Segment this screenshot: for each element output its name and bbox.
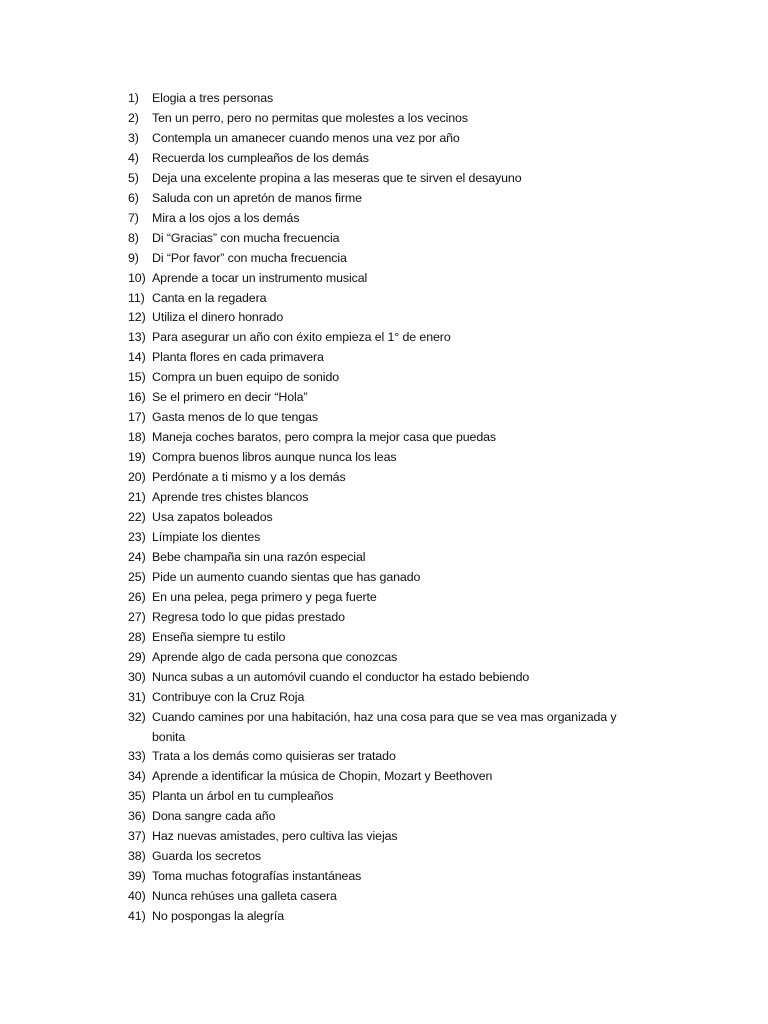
list-item-number: 13) xyxy=(128,330,146,345)
list-item-text: Cuando camines por una habitación, haz una cosa para que se vea mas organizada y xyxy=(152,709,617,724)
list-item xyxy=(128,348,648,368)
list-item xyxy=(128,608,648,628)
list-item-text-block xyxy=(152,787,648,807)
list-item xyxy=(128,189,648,209)
list-item-text: Haz nuevas amistades, pero cultiva las viejas xyxy=(152,829,398,844)
list-item xyxy=(128,648,648,668)
list-item-text: Para asegurar un año con éxito empieza el 1° de enero xyxy=(152,330,451,345)
list-item-number: 29) xyxy=(128,649,146,664)
list-item-number: 23) xyxy=(128,529,146,544)
list-item-text-block xyxy=(152,408,648,428)
list-item-text-block xyxy=(152,887,648,907)
list-item-text: No pospongas la alegría xyxy=(152,909,285,924)
list-item-number: 7) xyxy=(128,210,139,225)
list-item-text: Di “Por favor” con mucha frecuencia xyxy=(152,250,347,265)
list-item-text-block xyxy=(152,708,648,748)
list-item-text-block xyxy=(152,668,648,688)
list-item xyxy=(128,787,648,807)
list-item xyxy=(128,428,648,448)
list-item-number: 34) xyxy=(128,769,146,784)
list-item-text: Pide un aumento cuando sientas que has ganado xyxy=(152,569,421,584)
list-item-text: Se el primero en decir “Hola” xyxy=(152,390,308,405)
list-item xyxy=(128,149,648,169)
list-item xyxy=(128,807,648,827)
list-item xyxy=(128,588,648,608)
list-item-text: Gasta menos de lo que tengas xyxy=(152,410,318,425)
list-item-text-block xyxy=(152,328,648,348)
list-item-number: 3) xyxy=(128,130,139,145)
list-item-number: 10) xyxy=(128,270,146,285)
list-item-text-block xyxy=(152,368,648,388)
list-item-text: Planta un árbol en tu cumpleaños xyxy=(152,789,334,804)
list-item-number: 30) xyxy=(128,669,146,684)
list-item-text: Trata a los demás como quisieras ser tratado xyxy=(152,749,396,764)
list-item-number: 17) xyxy=(128,410,146,425)
list-item-text-block xyxy=(152,608,648,628)
list-item xyxy=(128,388,648,408)
list-item xyxy=(128,448,648,468)
list-item-text: Toma muchas fotografías instantáneas xyxy=(152,869,362,884)
list-item-text: Canta en la regadera xyxy=(152,290,267,305)
list-item-number: 25) xyxy=(128,569,146,584)
list-item-number: 28) xyxy=(128,629,146,644)
list-item-text: Deja una excelente propina a las meseras que te sirven el desayuno xyxy=(152,170,522,185)
list-item xyxy=(128,867,648,887)
list-item xyxy=(128,249,648,269)
list-item-text-block xyxy=(152,827,648,847)
list-item-text: Di “Gracias” con mucha frecuencia xyxy=(152,230,340,245)
list-item-text-block xyxy=(152,688,648,708)
list-item xyxy=(128,229,648,249)
list-item xyxy=(128,628,648,648)
list-item-text: Planta flores en cada primavera xyxy=(152,350,324,365)
list-item-text: En una pelea, pega primero y pega fuerte xyxy=(152,589,377,604)
list-item-text-block xyxy=(152,747,648,767)
list-item-number: 27) xyxy=(128,609,146,624)
list-item-number: 2) xyxy=(128,110,139,125)
list-item xyxy=(128,109,648,129)
list-item-text: Compra un buen equipo de sonido xyxy=(152,370,340,385)
list-item-text: Aprende algo de cada persona que conozcas xyxy=(152,649,398,664)
list-item-text-block xyxy=(152,428,648,448)
list-item-text-block xyxy=(152,448,648,468)
list-item-text-block xyxy=(152,229,648,249)
list-item xyxy=(128,887,648,907)
list-item-number: 16) xyxy=(128,390,146,405)
list-item xyxy=(128,289,648,309)
list-item-number: 24) xyxy=(128,549,146,564)
list-item xyxy=(128,568,648,588)
list-item-number: 40) xyxy=(128,889,146,904)
list-item xyxy=(128,747,648,767)
list-item xyxy=(128,827,648,847)
list-item-number: 22) xyxy=(128,510,146,525)
list-item-text-block xyxy=(152,867,648,887)
list-item-number: 37) xyxy=(128,829,146,844)
list-item xyxy=(128,468,648,488)
list-item-number: 9) xyxy=(128,250,139,265)
list-item-text-continuation: bonita xyxy=(152,729,186,744)
list-item xyxy=(128,548,648,568)
list-item-text-block xyxy=(152,249,648,269)
list-item xyxy=(128,408,648,428)
list-item-number: 19) xyxy=(128,450,146,465)
list-item-text-block xyxy=(152,269,648,289)
list-item-text-block xyxy=(152,89,648,109)
list-item xyxy=(128,169,648,189)
list-item-text: Elogia a tres personas xyxy=(152,91,274,105)
list-item-text: Contempla un amanecer cuando menos una vez por año xyxy=(152,130,460,145)
list-item-text: Aprende a identificar la música de Chopin, Mozart y Beethoven xyxy=(152,769,493,784)
list-item xyxy=(128,508,648,528)
list-item-number: 6) xyxy=(128,190,139,205)
list-item-text-block xyxy=(152,289,648,309)
numbered-list xyxy=(128,89,648,927)
list-item xyxy=(128,488,648,508)
list-item-number: 1) xyxy=(128,91,139,105)
list-item xyxy=(128,708,648,748)
list-item-text-block xyxy=(152,648,648,668)
list-item xyxy=(128,129,648,149)
list-item xyxy=(128,328,648,348)
list-item xyxy=(128,767,648,787)
list-item-number: 11) xyxy=(128,290,145,305)
list-item-text-block xyxy=(152,528,648,548)
list-item-text-block xyxy=(152,568,648,588)
list-item-text-block xyxy=(152,149,648,169)
list-item xyxy=(128,89,648,109)
list-item xyxy=(128,847,648,867)
list-item-number: 31) xyxy=(128,689,146,704)
list-item-text: Regresa todo lo que pidas prestado xyxy=(152,609,345,624)
list-item xyxy=(128,668,648,688)
list-item-text: Nunca rehúses una galleta casera xyxy=(152,889,337,904)
list-item-text: Perdónate a ti mismo y a los demás xyxy=(152,470,346,485)
list-item-text-block xyxy=(152,548,648,568)
list-item-number: 33) xyxy=(128,749,146,764)
list-item-number: 20) xyxy=(128,470,146,485)
list-item-text-block xyxy=(152,129,648,149)
list-item-text-block xyxy=(152,847,648,867)
list-item-number: 18) xyxy=(128,430,146,445)
list-item-text: Dona sangre cada año xyxy=(152,809,276,824)
list-item xyxy=(128,368,648,388)
list-item-text-block xyxy=(152,209,648,229)
list-item-text: Guarda los secretos xyxy=(152,849,261,864)
list-item-number: 32) xyxy=(128,709,146,724)
list-item-text: Contribuye con la Cruz Roja xyxy=(152,689,305,704)
list-item-text: Utiliza el dinero honrado xyxy=(152,310,284,325)
list-item xyxy=(128,209,648,229)
list-item-number: 41) xyxy=(128,909,146,924)
list-item-text-block xyxy=(152,169,648,189)
list-item-text: Nunca subas a un automóvil cuando el conductor ha estado bebiendo xyxy=(152,669,530,684)
list-item-text: Mira a los ojos a los demás xyxy=(152,210,300,225)
list-item xyxy=(128,308,648,328)
list-item-text: Saluda con un apretón de manos firme xyxy=(152,190,362,205)
list-item-text-block xyxy=(152,388,648,408)
list-item-number: 14) xyxy=(128,350,146,365)
list-item xyxy=(128,688,648,708)
list-item-text-block xyxy=(152,588,648,608)
list-item-text: Recuerda los cumpleaños de los demás xyxy=(152,150,369,165)
list-item-text-block xyxy=(152,508,648,528)
list-item-text-block xyxy=(152,348,648,368)
list-item-number: 8) xyxy=(128,230,139,245)
list-item-text: Límpiate los dientes xyxy=(152,529,261,544)
list-item xyxy=(128,269,648,289)
list-item-text-block xyxy=(152,907,648,927)
list-item-number: 5) xyxy=(128,170,139,185)
list-item-number: 4) xyxy=(128,150,139,165)
list-item xyxy=(128,907,648,927)
list-item-text: Usa zapatos boleados xyxy=(152,510,273,525)
list-item-number: 36) xyxy=(128,809,146,824)
list-item-text: Enseña siempre tu estilo xyxy=(152,629,286,644)
list-item-text-block xyxy=(152,308,648,328)
list-item-number: 21) xyxy=(128,490,146,505)
list-item-text: Bebe champaña sin una razón especial xyxy=(152,549,366,564)
list-item-text: Ten un perro, pero no permitas que molestes a los vecinos xyxy=(152,110,468,125)
list-item-text-block xyxy=(152,767,648,787)
list-item-text-block xyxy=(152,109,648,129)
list-item-number: 26) xyxy=(128,589,146,604)
list-item-text-block xyxy=(152,468,648,488)
list-item-text: Aprende a tocar un instrumento musical xyxy=(152,270,368,285)
list-item xyxy=(128,528,648,548)
list-item-text: Maneja coches baratos, pero compra la mejor casa que puedas xyxy=(152,430,496,445)
list-item-number: 39) xyxy=(128,869,146,884)
list-item-text: Compra buenos libros aunque nunca los leas xyxy=(152,450,397,465)
list-item-number: 15) xyxy=(128,370,146,385)
list-item-text-block xyxy=(152,628,648,648)
list-item-text-block xyxy=(152,488,648,508)
list-item-number: 12) xyxy=(128,310,146,325)
list-item-number: 38) xyxy=(128,849,146,864)
list-item-text-block xyxy=(152,189,648,209)
list-item-text-block xyxy=(152,807,648,827)
list-item-number: 35) xyxy=(128,789,146,804)
list-item-text: Aprende tres chistes blancos xyxy=(152,490,309,505)
